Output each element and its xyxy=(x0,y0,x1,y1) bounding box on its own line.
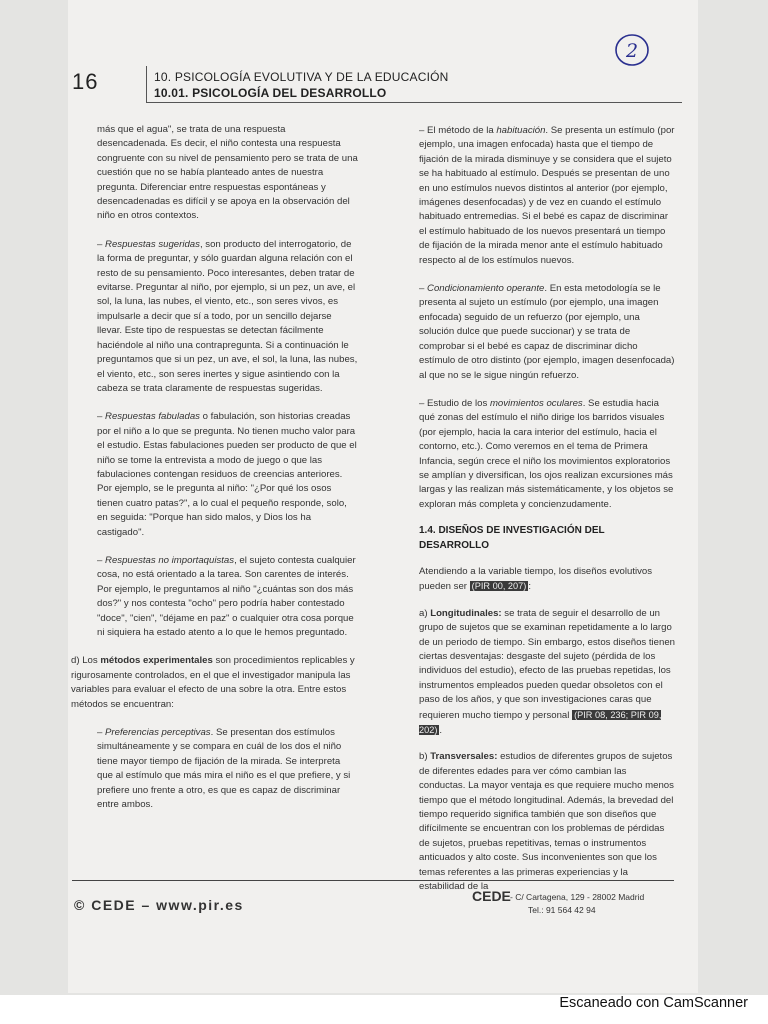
paragraph: d) Los métodos experimentales son procedimientos replicables y rigurosamente controlados, en el que el investigador manipula las variables para evaluar el efecto de una sobre la otra. Entre estos métodos se encuentran: xyxy=(71,655,355,710)
pir-reference-tag: (PIR 00, 207) xyxy=(471,581,527,592)
term: Longitudinales: xyxy=(430,607,502,619)
footer-phone: Tel.: 91 564 42 94 xyxy=(528,905,596,915)
term: Respuestas fabuladas xyxy=(105,411,200,423)
term: métodos experimentales xyxy=(100,655,213,667)
handwritten-page-stamp xyxy=(613,31,651,69)
paragraph: – Estudio de los movimientos oculares. Se estudia hacia qué zonas del estímulo el niño dirige los barridos visuales (por ejemplo, hacia la cara interior del estímulo, hacia el contorno, etc.). Como veremos en el tema de Primera Infancia, según crece el niño los movimientos exploratorios se amplían y diversifican, los ojos realizan excursiones más largas y las realizan más sistemáticamente, y los objetos se exploran más completa y concienzudamente. xyxy=(419,397,674,510)
paragraph: b) Transversales: estudios de diferentes grupos de sujetos de diferentes edades para ver cómo cambian las conductas. La mayor ventaja es que requiere mucho menos tiempo que el método longitudinal. Además, la brevedad del tiempo requerido significa también que son diseños que difícilmente se encuentran con los problemas de pérdidas de sujetos, pruebas repetitivas, temas o instrumentos anticuados y alto coste. Sus inconvenientes son que los temas referentes a las primeras experiencias y la estabilidad de la xyxy=(419,751,674,893)
term: Condicionamiento operante xyxy=(427,283,545,295)
header-divider xyxy=(146,66,147,102)
footer-rule xyxy=(72,880,674,881)
paragraph: – El método de la habituación. Se presenta un estímulo (por ejemplo, una imagen enfocada) hasta que el tiempo de fijación de la mirada disminuye y se considera que el sujeto se ha habituado al estímulo. Después se presentan de uno en uno estímulos nuevos distintos al anterior (por ejemplo, imágenes desenfocadas) y de vez en cuando el estímulo habituado entremedias. Si el bebé es capaz de discriminar el estímulo habituado de los nuevos presentará un tiempo de fijación de la mirada menor ante el estímulo habituado respecto al de los estímulos nuevos. xyxy=(419,125,675,266)
footer-copyright: © CEDE – www.pir.es xyxy=(74,897,244,913)
term: habituación xyxy=(496,125,546,136)
paragraph: – Respuestas fabuladas o fabulación, son historias creadas por el niño a lo que se pregunta. No tienen mucho valor para el estudio. Estas fabulaciones pueden ser producto de que el niño se tome la entrevista a modo de juego o que las fabulaciones contengan residuos de creencias anteriores. Por ejemplo, se le pregunta al niño: "¿Por qué los osos tienen cuatro patas?", a lo cual el pequeño responde, solo, en seguida: "Porque han sido malos, y Dios los ha castigado". xyxy=(97,411,357,538)
camscanner-watermark: Escaneado con CamScanner xyxy=(559,995,748,1011)
term: Respuestas sugeridas xyxy=(105,238,200,250)
paragraph: Atendiendo a la variable tiempo, los diseños evolutivos pueden ser (PIR 00, 207) : xyxy=(419,565,653,593)
section-heading: 1.4. DISEÑOS DE INVESTIGACIÓN DEL DESARROLLO xyxy=(419,525,605,551)
paragraph: a) Longitudinales: se trata de seguir el desarrollo de un grupo de sujetos que se examinan repetidamente a lo largo de un periodo de tiempo. Sin embargo, estos diseños tienen ciertas desventajas: desgaste del sujeto (pérdida de los individuos del estudio), efecto de las pruebas repetidas, los instrumentos empleados pueden quedar obsoletos con el paso de los años, y que son investigaciones caras que requieren mucho tiempo y personal (PIR 08, 236; PIR 09, 202) . xyxy=(419,607,676,737)
term: Transversales: xyxy=(430,751,498,763)
stamp-number: 2 xyxy=(625,40,639,62)
header-subsection-title: 10.01. PSICOLOGÍA DEL DESARROLLO xyxy=(154,86,387,100)
paragraph: – Respuestas sugeridas, son producto del interrogatorio, de la forma de preguntar, y sólo guardan alguna relación con el resto de su pensamiento. Poco interesantes, deben tratar de evitarse. Preguntar al niño, por ejemplo, si un pez, un ave, el sol, la luna, las nubes, el viento, etc., son seres vivos, es impulsarle a decir que sí a todo, por un sencillo dejarse llevar. Este tipo de respuestas se detectan fácilmente haciéndole al niño una contrapregunta. Si a continuación le preguntamos que si un pez, un ave, el sol, la luna, las nubes, el viento, etc., son seres inertes y sigue asintiendo con la cabeza se trata claramente de respuestas sugeridas. xyxy=(97,238,358,394)
paragraph: – Condicionamiento operante. En esta metodología se le presenta al sujeto un estímulo (por ejemplo, una imagen enfocada) seguido de un refuerzo (por ejemplo, una solución dulce que puede succionar) y se trata de comprobar si el bebé es capaz de discriminar dicho estímulo de otro distinto (por ejemplo, imagen desenfocada) al que no se le sigue ningún refuerzo. xyxy=(419,283,675,381)
header-section-title: 10. PSICOLOGÍA EVOLUTIVA Y DE LA EDUCACIÓN xyxy=(154,70,449,84)
term: Respuestas no importaquistas xyxy=(105,554,235,566)
page-number: 16 xyxy=(72,69,99,94)
right-column xyxy=(419,124,675,895)
footer-address: - C/ Cartagena, 129 - 28002 Madrid xyxy=(510,892,645,902)
term: Preferencias perceptivas xyxy=(105,727,211,739)
left-column xyxy=(71,123,358,812)
header-rule xyxy=(146,102,682,103)
footer-brand: CEDE xyxy=(472,888,511,904)
pir-reference-tag: (PIR 08, 236; PIR 09, 202) xyxy=(419,709,662,736)
paragraph: – Preferencias perceptivas. Se presentan dos estímulos simultáneamente y se compara en cuál de los dos el niño tiene mayor tiempo de fijación de la mirada. Se interpreta que al estímulo que más mira el niño es el que prefiere, y si prefiere uno frente a otro, es que es capaz de discriminar entre ambos. xyxy=(97,727,351,811)
paragraph: – Respuestas no importaquistas, el sujeto contesta cualquier cosa, no está orientado a la tarea. Son carentes de interés. Por ejemplo, le preguntamos al niño "¿cuántas son dos más dos?" y nos contesta "ocho" pero podría haber contestado "doce", "cien", "déjame en paz" o cualquier otra cosa porque ni siquiera ha estado atento a lo que le hemos preguntado. xyxy=(97,554,356,638)
term: movimientos oculares xyxy=(489,397,583,409)
paragraph: más que el agua", se trata de una respuesta desencadenada. Es decir, el niño contesta una respuesta congruente con su nivel de pensamiento pero se trata de una cuestión que no se había planteado antes de nuestra pregunta. Diferenciar entre respuestas espontáneas y desencadenadas es difícil y se apoya en la observación del niño en otros contextos. xyxy=(97,124,358,222)
